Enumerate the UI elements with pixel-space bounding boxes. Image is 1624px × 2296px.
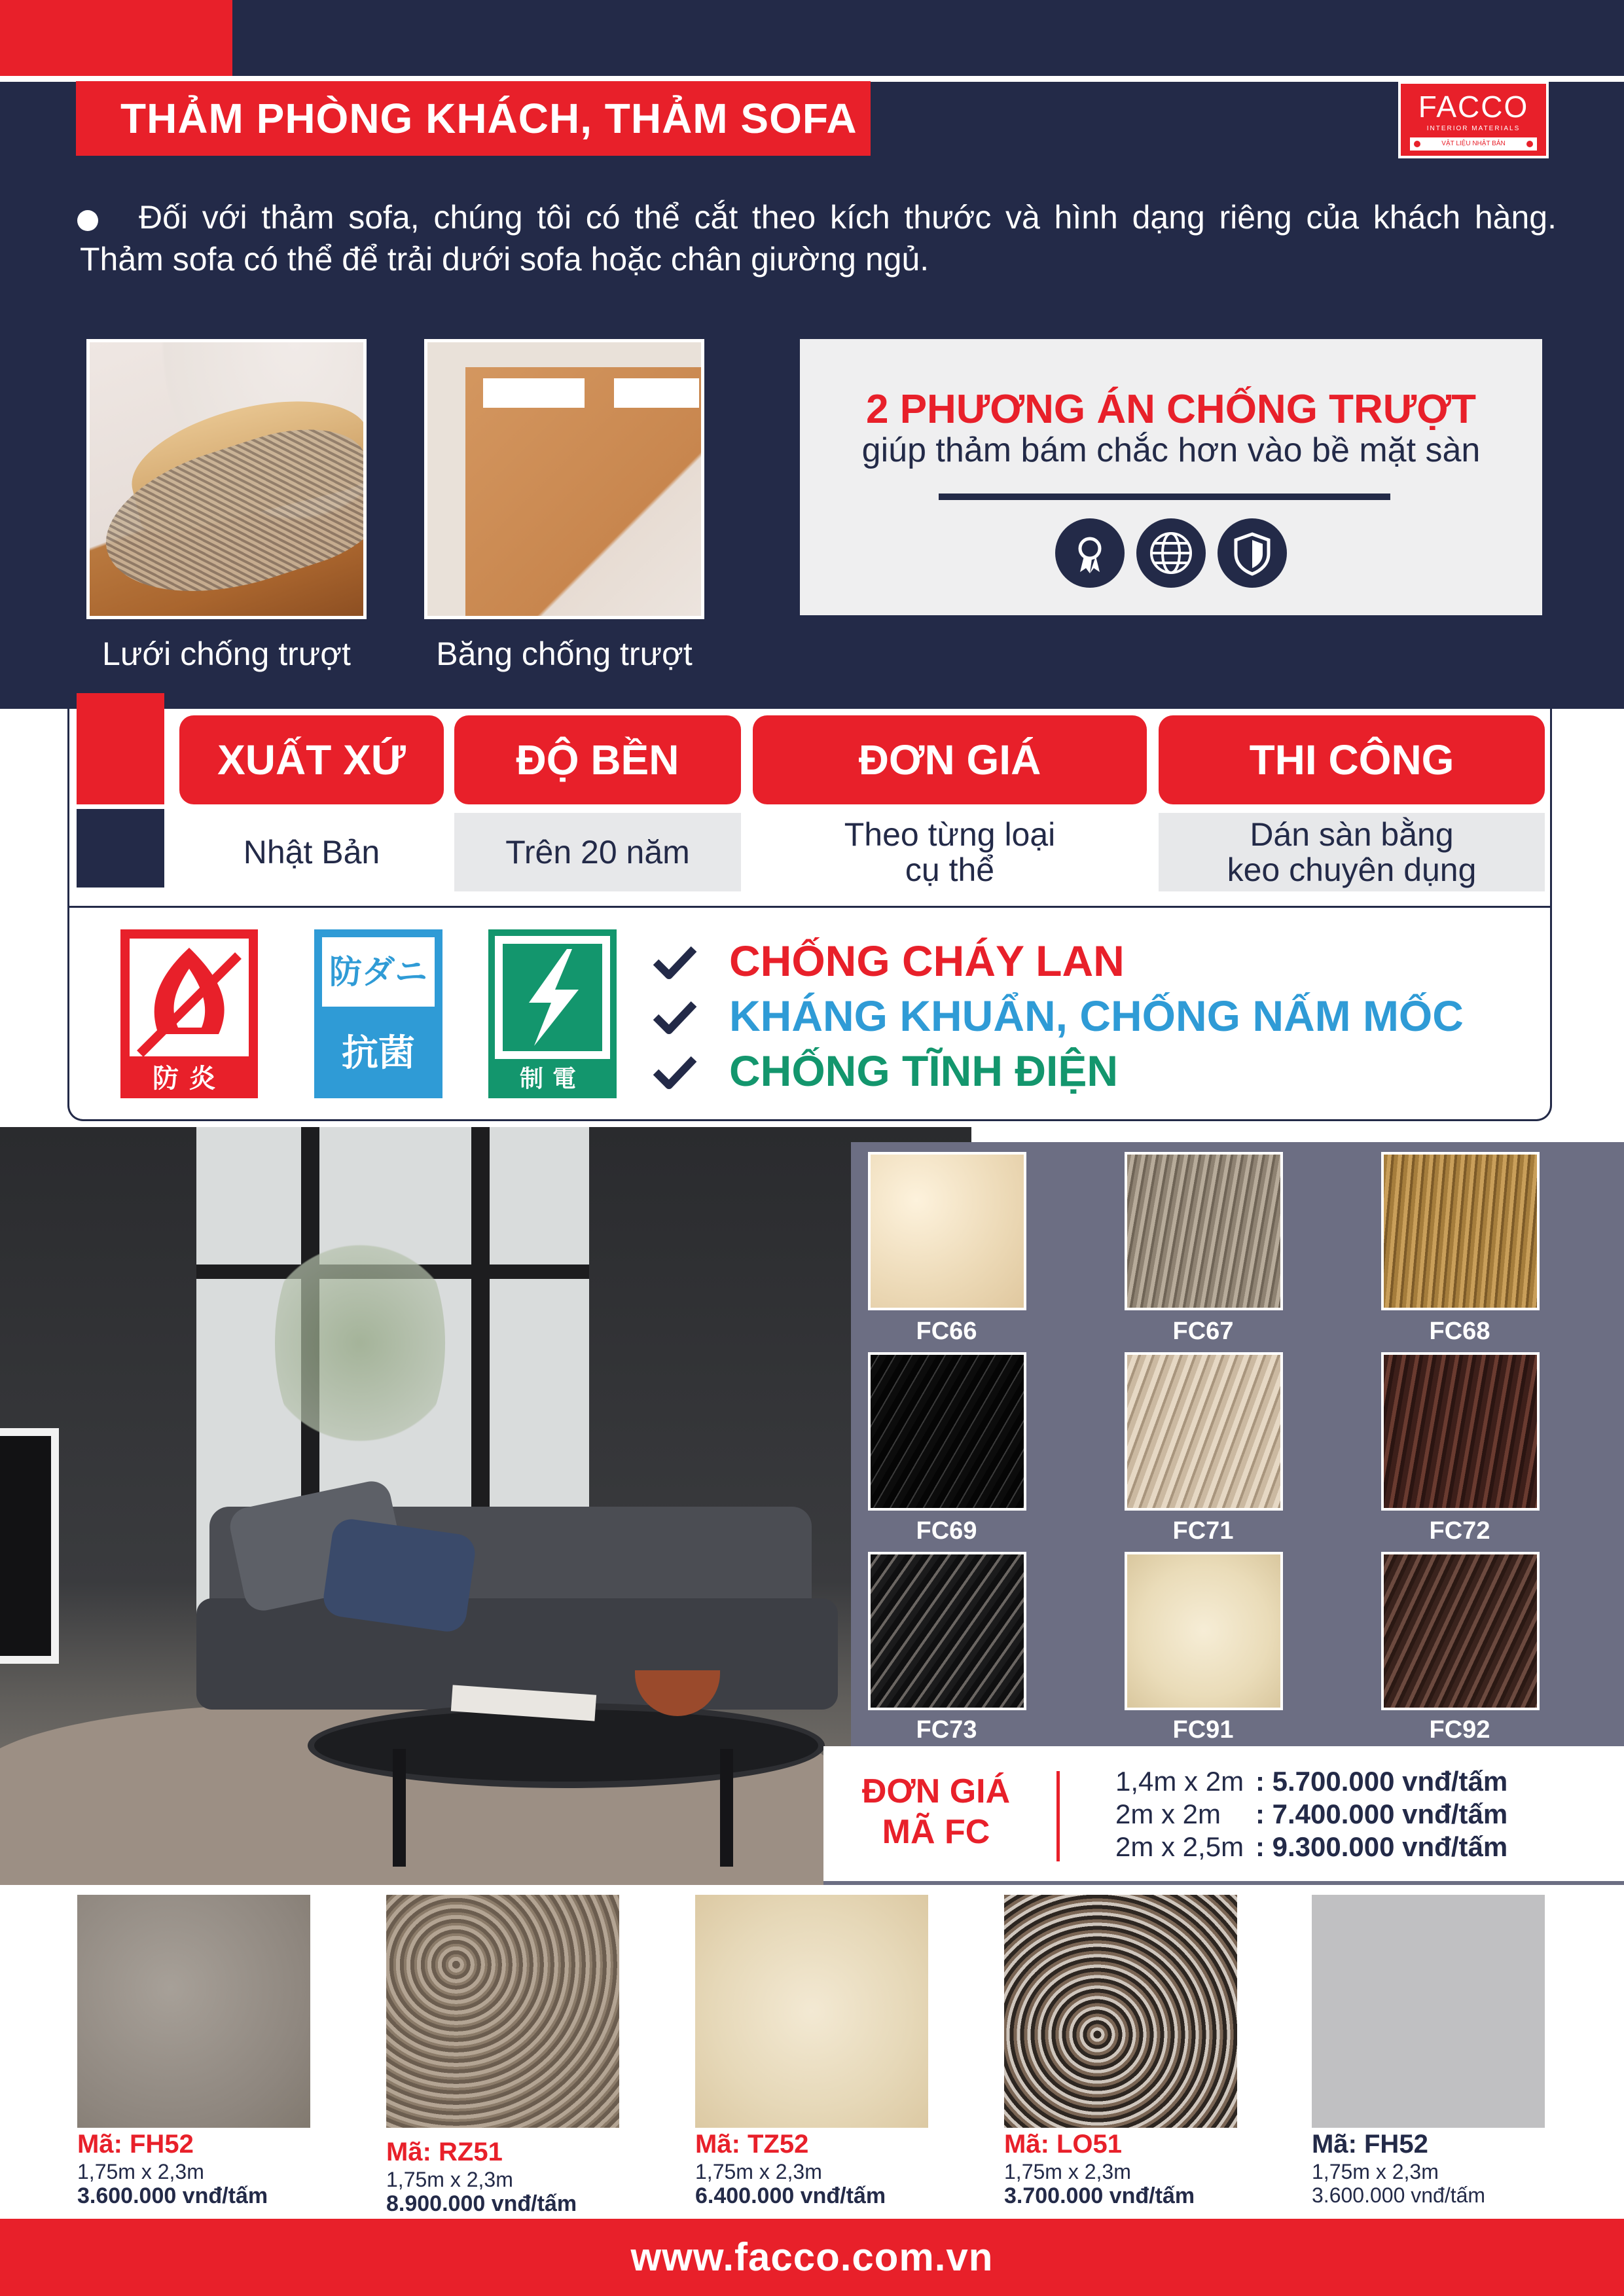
product-price: 3.600.000 vnđ/tấm xyxy=(1312,2183,1486,2207)
price-size: 1,4m x 2m xyxy=(1115,1766,1244,1797)
product-fh52-placeholder[interactable] xyxy=(1312,1895,1545,2128)
photo-caption: Băng chống trượt xyxy=(436,636,693,672)
price-band xyxy=(823,1881,1624,1885)
price-divider xyxy=(1056,1771,1060,1861)
logo-tagline: INTERIOR MATERIALS xyxy=(1426,125,1521,132)
price-row xyxy=(1115,1766,1507,1797)
swatch-fc91[interactable] xyxy=(1125,1552,1283,1710)
swatch-fc67[interactable] xyxy=(1125,1152,1283,1310)
price-value: : 7.400.000 vnđ/tấm xyxy=(1255,1799,1508,1829)
price-value: : 9.300.000 vnđ/tấm xyxy=(1255,1831,1508,1862)
product-code: Mã: FH52 xyxy=(1312,2130,1428,2159)
price-size: 2m x 2m xyxy=(1115,1799,1221,1829)
facco-logo[interactable] xyxy=(1398,81,1549,158)
anti-slip-tape-photo xyxy=(424,339,704,619)
product-code: Mã: LO51 xyxy=(1004,2130,1123,2159)
swatch-fc68[interactable] xyxy=(1381,1152,1540,1310)
flag-dot-icon xyxy=(1414,141,1420,147)
product-fh52-swatch[interactable] xyxy=(77,1895,310,2128)
logo-strip-text: VẬT LIỆU NHẬT BẢN xyxy=(1441,140,1506,147)
swatch-code: FC71 xyxy=(1172,1517,1234,1545)
swatch-fc92[interactable] xyxy=(1381,1552,1540,1710)
swatch-code: FC91 xyxy=(1172,1716,1234,1744)
product-price: 8.900.000 vnđ/tấm xyxy=(386,2191,577,2216)
product-rz51-swatch[interactable] xyxy=(386,1895,619,2128)
swatch-code: FC69 xyxy=(916,1517,977,1545)
table-accent-navy xyxy=(77,809,164,888)
anti-slip-card xyxy=(800,339,1542,615)
swatch-fc66[interactable] xyxy=(868,1152,1026,1310)
value-installation: Dán sàn bằng keo chuyên dụng xyxy=(1159,813,1545,891)
globe-icon xyxy=(1136,518,1206,588)
header-installation: THI CÔNG xyxy=(1159,715,1545,804)
anti-slip-net-photo xyxy=(86,339,367,619)
checkmark-icon xyxy=(652,997,698,1037)
antibacterial-label-bottom: 抗菌 xyxy=(342,1032,415,1075)
antistatic-icon xyxy=(488,929,617,1098)
checkmark-icon xyxy=(652,942,698,982)
product-size: 1,75m x 2,3m xyxy=(1004,2160,1131,2183)
swatch-code: FC92 xyxy=(1429,1716,1490,1744)
flag-dot-icon xyxy=(1526,141,1533,147)
value-unit-price: Theo từng loại cụ thể xyxy=(844,816,1056,888)
logo-strip xyxy=(1410,137,1537,151)
swatch-code: FC66 xyxy=(916,1318,977,1345)
product-size: 1,75m x 2,3m xyxy=(695,2160,822,2183)
value-durability-text: Trên 20 năm xyxy=(505,834,690,870)
swatch-fc72[interactable] xyxy=(1381,1352,1540,1511)
product-lo51-swatch[interactable] xyxy=(1004,1895,1237,2128)
table-accent-red xyxy=(77,693,164,804)
header-unit-price: ĐƠN GIÁ xyxy=(753,715,1147,804)
checkmark-icon xyxy=(652,1052,698,1092)
page-title: THẢM PHÒNG KHÁCH, THẢM SOFA xyxy=(76,81,871,156)
swatch-fc73[interactable] xyxy=(868,1552,1026,1710)
antistatic-label: 制電 xyxy=(519,1066,585,1092)
product-code: Mã: TZ52 xyxy=(695,2130,809,2159)
swatch-fc69[interactable] xyxy=(868,1352,1026,1511)
product-price: 6.400.000 vnđ/tấm xyxy=(695,2183,886,2208)
anti-slip-subtitle: giúp thảm bám chắc hơn vào bề mặt sàn xyxy=(861,431,1481,469)
antibacterial-icon xyxy=(314,929,442,1098)
value-durability xyxy=(454,813,741,891)
swatch-code: FC67 xyxy=(1172,1318,1234,1345)
swatch-fc71[interactable] xyxy=(1125,1352,1283,1511)
price-value: : 5.700.000 vnđ/tấm xyxy=(1255,1766,1508,1797)
feature-fire-resistant: CHỐNG CHÁY LAN xyxy=(729,937,1125,985)
product-size: 1,75m x 2,3m xyxy=(1312,2160,1439,2183)
swatch-code: FC73 xyxy=(916,1716,977,1744)
value-origin xyxy=(179,813,444,891)
product-size: 1,75m x 2,3m xyxy=(77,2160,204,2183)
product-price: 3.700.000 vnđ/tấm xyxy=(1004,2183,1195,2208)
value-origin-text: Nhật Bản xyxy=(243,834,380,870)
shield-icon xyxy=(1218,518,1287,588)
swatch-code: FC72 xyxy=(1429,1517,1490,1545)
product-price: 3.600.000 vnđ/tấm xyxy=(77,2183,268,2208)
website-link[interactable]: www.facco.com.vn xyxy=(630,2235,994,2279)
intro-text xyxy=(80,196,1557,280)
product-tz52-swatch[interactable] xyxy=(695,1895,928,2128)
feature-antibacterial: KHÁNG KHUẨN, CHỐNG NẤM MỐC xyxy=(729,992,1464,1040)
product-code: Mã: RZ51 xyxy=(386,2138,503,2166)
fire-retardant-icon xyxy=(120,929,258,1098)
intro-paragraph: Đối với thảm sofa, chúng tôi có thể cắt theo kích thước và hình dạng riêng của khách hàng. Thảm sofa có thể để trải dưới sofa hoặc chân giường ngủ. xyxy=(80,199,1557,278)
price-row xyxy=(1115,1799,1507,1830)
product-size: 1,75m x 2,3m xyxy=(386,2168,513,2191)
award-ribbon-icon xyxy=(1055,518,1125,588)
photo-caption: Lưới chống trượt xyxy=(102,636,351,672)
feature-antistatic: CHỐNG TĨNH ĐIỆN xyxy=(729,1047,1118,1095)
product-code: Mã: FH52 xyxy=(77,2130,194,2159)
table-divider xyxy=(67,906,1552,908)
logo-brand: FACCO xyxy=(1418,90,1529,124)
antibacterial-label-top: 防ダニ xyxy=(322,937,435,1007)
header-durability: ĐỘ BỀN xyxy=(454,715,741,804)
price-size: 2m x 2,5m xyxy=(1115,1831,1244,1862)
header-origin: XUẤT XỨ xyxy=(179,715,444,804)
price-row xyxy=(1115,1831,1507,1863)
fc-price-label: ĐƠN GIÁ MÃ FC xyxy=(861,1772,1011,1851)
corner-accent xyxy=(0,0,232,76)
swatch-code: FC68 xyxy=(1429,1318,1490,1345)
fire-retardant-label: 防炎 xyxy=(153,1064,226,1094)
anti-slip-title: 2 PHƯƠNG ÁN CHỐNG TRƯỢT xyxy=(866,387,1476,432)
divider xyxy=(939,493,1390,500)
panel-gap xyxy=(971,1127,1624,1142)
